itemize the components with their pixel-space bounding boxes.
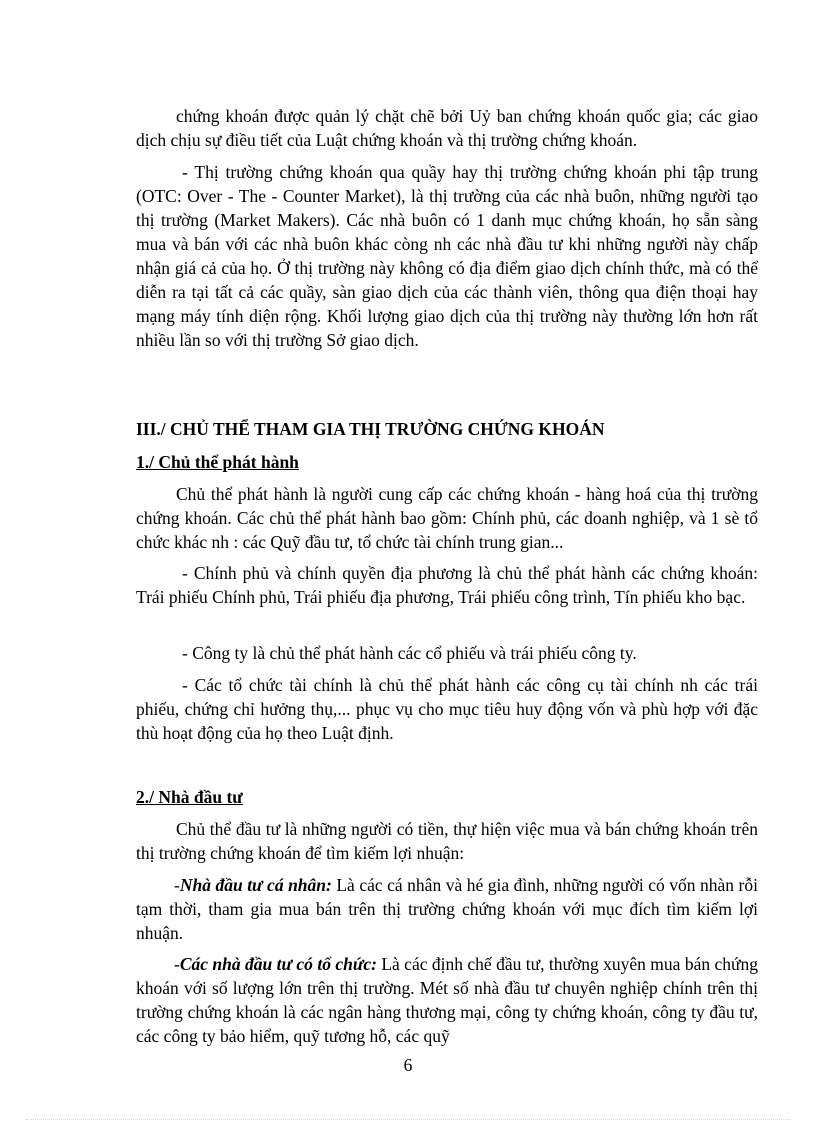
subsection-heading-issuers: 1./ Chủ thể phát hành — [136, 452, 299, 472]
body-individual-investors: Là các cá nhân và hé gia đình, những người có vốn nhàn rỗi tạm thời, tham gia mua bán trên thị trường chứng khoán với mục đích tìm kiếm lợi nhuận. — [136, 875, 758, 943]
paragraph-investors: Chủ thể đầu tư là những người có tiền, thự hiện việc mua và bán chứng khoán trên thị trường chứng khoán để tìm kiếm lợi nhuận: — [136, 819, 758, 863]
dash: - — [174, 875, 180, 895]
paragraph-individual-investors — [136, 873, 758, 945]
paragraph-institutional-investors — [136, 952, 758, 1048]
paragraph-issuers: Chủ thể phát hành là người cung cấp các chứng khoán - hàng hoá của thị trường chứng khoán. Các chủ thể phát hành bao gồm: Chính phủ, các doanh nghiệp, và 1 sè tổ chức khác nh : các Quỹ đầu tư, tổ chức tài chính trung gian... — [136, 484, 758, 552]
subsection-heading-investors: 2./ Nhà đầu tư — [136, 787, 243, 807]
body-institutional-investors: Là các định chế đầu tư, thường xuyên mua bán chứng khoán với số lượng lớn trên thị trường. Mét số nhà đầu tư chuyên nghiệp chính trên thị trường chứng khoán là các ngân hàng thương mại, công ty chứng khoán, công ty đầu tư, các công ty bảo hiểm, quỹ tương hỗ, các quỹ — [136, 954, 758, 1046]
page-number: 6 — [403, 1055, 413, 1075]
paragraph-financial-institutions: - Các tổ chức tài chính là chủ thể phát hành các công cụ tài chính nh các trái phiếu, chứng chỉ hưởng thụ,... phục vụ cho mục tiêu huy động vốn và phù hợp với đặc thù hoạt động của họ theo Luật định. — [136, 675, 758, 743]
paragraph-continuation: chứng khoán được quản lý chặt chẽ bởi Uỷ ban chứng khoán quốc gia; các giao dịch chịu sự điều tiết của Luật chứng khoán và thị trường chứng khoán. — [136, 106, 758, 150]
section-heading: III./ CHỦ THỂ THAM GIA THỊ TRƯỜNG CHỨNG KHOÁN — [136, 419, 605, 439]
paragraph-company: - Công ty là chủ thể phát hành các cổ phiếu và trái phiếu công ty. — [182, 643, 637, 663]
paragraph-government: - Chính phủ và chính quyền địa phương là chủ thể phát hành các chứng khoán: Trái phiếu Chính phủ, Trái phiếu địa phương, Trái phiếu công trình, Tín phiếu kho bạc. — [136, 563, 758, 607]
paragraph-otc-market: - Thị trường chứng khoán qua quầy hay thị trường chứng khoán phi tập trung (OTC: Over - The - Counter Market), là thị trường của các nhà buôn, những người tạo thị trường (Market Makers). Các nhà buôn có 1 danh mục chứng khoán, họ sẵn sàng mua và bán với các nhà buôn khác còng nh các nhà đầu tư khi những người này chấp nhận giá cả của họ. Ở thị trường này không có địa điểm giao dịch chính thức, mà có thể diễn ra tại tất cả các quầy, sàn giao dịch của các thành viên, thông qua điện thoại hay mạng máy tính diện rộng. Khối lượng giao dịch của thị trường này thường lớn hơn rất nhiều lần so với thị trường Sở giao dịch. — [136, 162, 758, 350]
term-individual-investors: Nhà đầu tư cá nhân: — [179, 875, 332, 895]
page-bottom-border — [26, 1119, 790, 1120]
dash: - — [174, 954, 180, 974]
term-institutional-investors: Các nhà đầu tư có tổ chức: — [179, 954, 377, 974]
